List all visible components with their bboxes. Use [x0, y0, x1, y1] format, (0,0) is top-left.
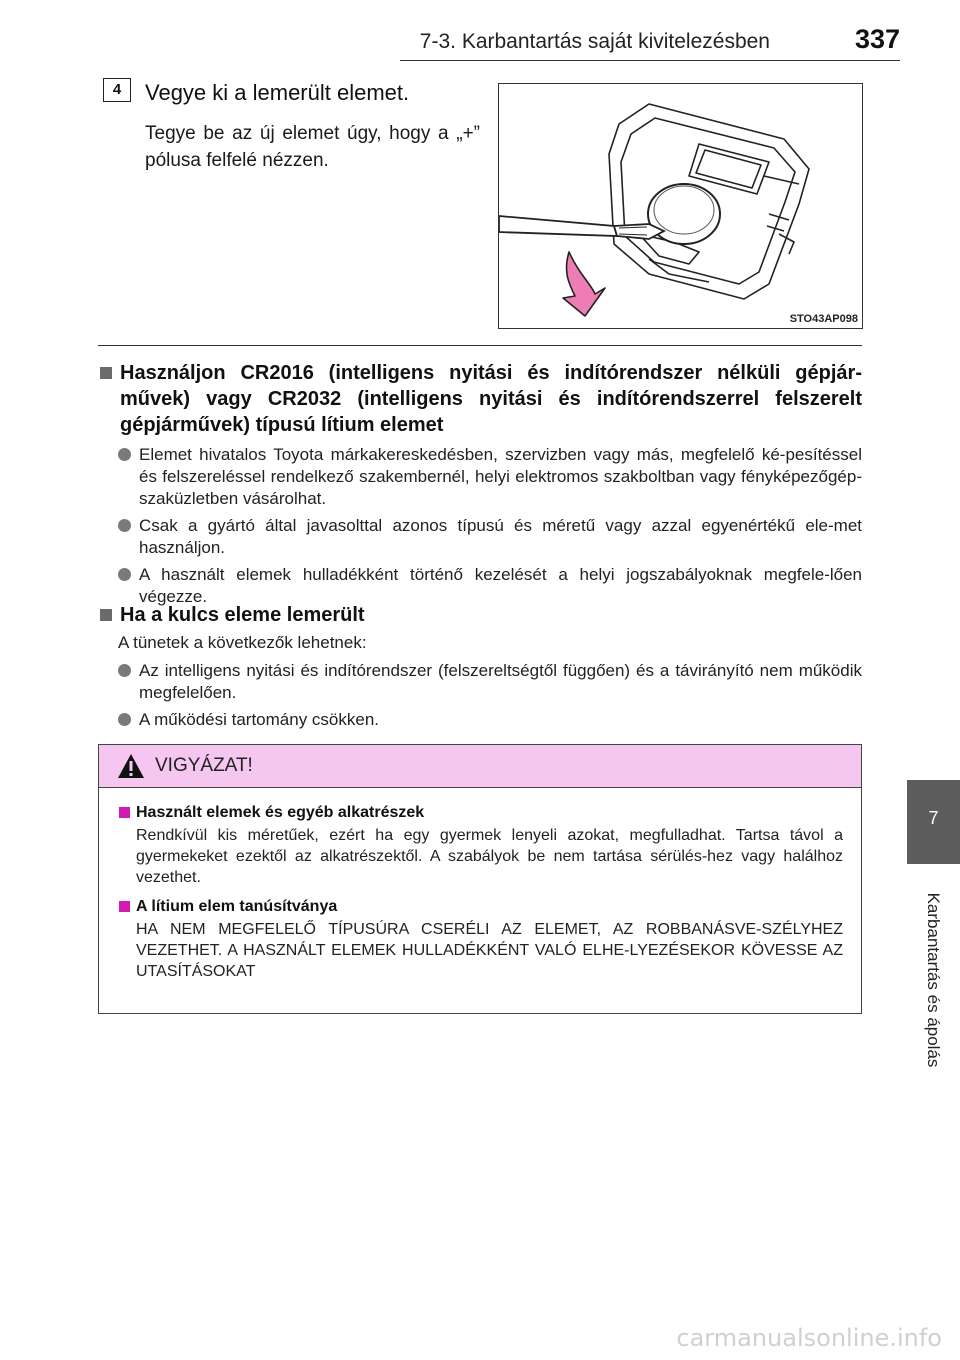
battery-removal-figure	[498, 83, 863, 329]
list-item	[98, 660, 862, 704]
list-item-text: Az intelligens nyitási és indítórendszer (felszereltségtől függően) és a távirányító nem működik megfelelően.	[139, 661, 862, 702]
list-item	[98, 709, 862, 731]
warning-item-title	[119, 802, 843, 823]
section-heading	[98, 602, 862, 628]
list-item	[98, 444, 862, 510]
section-heading-text: Ha a kulcs eleme lemerült	[120, 604, 365, 626]
list-item	[98, 515, 862, 559]
chapter-tab	[907, 780, 960, 864]
list-item-text: A működési tartomány csökken.	[139, 710, 380, 729]
warning-box	[98, 744, 862, 1014]
circle-bullet-icon	[118, 664, 131, 677]
square-bullet-icon	[100, 367, 112, 379]
square-bullet-icon	[119, 901, 130, 912]
warning-item-title-text: A lítium elem tanúsítványa	[136, 898, 338, 915]
section-divider	[98, 345, 862, 346]
section-battery-type	[98, 360, 862, 613]
step-description: Tegye be az új elemet úgy, hogy a „+” pólusa felfelé nézzen.	[145, 123, 480, 171]
chapter-number: 7	[928, 808, 939, 828]
figure-code: STO43AP098	[789, 313, 858, 325]
warning-item-title	[119, 896, 843, 917]
bullet-list	[98, 444, 862, 608]
warning-body	[99, 788, 861, 982]
warning-item-text: Rendkívül kis méretűek, ezért ha egy gyermek lenyeli azokat, megfulladhat. Tartsa távol a gyermekeket ezektől az alkatrészektől. A szabályok be nem tartása sérülés-hez vagy halálhoz vezethet.	[136, 827, 843, 886]
square-bullet-icon	[100, 609, 112, 621]
circle-bullet-icon	[118, 713, 131, 726]
section-intro: A tünetek a következők lehetnek:	[118, 633, 367, 652]
warning-label: VIGYÁZAT!	[155, 755, 253, 776]
circle-bullet-icon	[118, 568, 131, 581]
bullet-list	[98, 660, 862, 731]
section-heading	[98, 360, 862, 438]
step-title: Vegye ki a lemerült elemet.	[145, 80, 410, 105]
page-number: 337	[854, 24, 900, 54]
warning-header	[99, 745, 861, 788]
list-item-text: A használt elemek hulladékként történő kezelését a helyi jogszabályoknak megfele-lően végezze.	[139, 565, 862, 606]
warning-item-text: HA NEM MEGFELELŐ TÍPUSÚRA CSERÉLI AZ ELEMET, AZ ROBBANÁSVE-SZÉLYHEZ VEZETHET. A HASZNÁLT ELEMEK HULLADÉKKÉNT VALÓ ELHE-LYEZÉSEKOR KÖVESSE AZ UTASÍTÁSOKAT	[136, 921, 843, 980]
chapter-title: Karbantartás és ápolás	[924, 892, 943, 1068]
step-number-badge: 4	[103, 78, 131, 102]
circle-bullet-icon	[118, 519, 131, 532]
warning-item-title-text: Használt elemek és egyéb alkatrészek	[136, 804, 425, 821]
header-divider	[400, 60, 900, 61]
circle-bullet-icon	[118, 448, 131, 461]
section-title: 7-3. Karbantartás saját kivitelezésben	[419, 30, 770, 53]
square-bullet-icon	[119, 807, 130, 818]
key-fob-illustration	[499, 84, 862, 328]
warning-triangle-icon	[117, 753, 145, 779]
list-item-text: Csak a gyártó által javasolttal azonos típusú és méretű vagy azzal egyenértékű ele-met használjon.	[139, 516, 862, 557]
watermark: carmanualsonline.info	[676, 1324, 942, 1352]
list-item-text: Elemet hivatalos Toyota márkakereskedésben, szervizben vagy más, megfelelő ké-pesítéssel és felszereléssel rendelkező szakembernél, helyi elektromos szakboltban vagy fényképezőgép-szaküzletben vásárolhat.	[139, 445, 862, 508]
section-heading-text: Használjon CR2016 (intelligens nyitási és indítórendszer nélküli gépjár-művek) vagy CR2032 (intelligens nyitási és indítórendszerrel felszerelt gépjárművek) típusú lítium elemet	[120, 362, 862, 436]
section-battery-depleted	[98, 602, 862, 736]
